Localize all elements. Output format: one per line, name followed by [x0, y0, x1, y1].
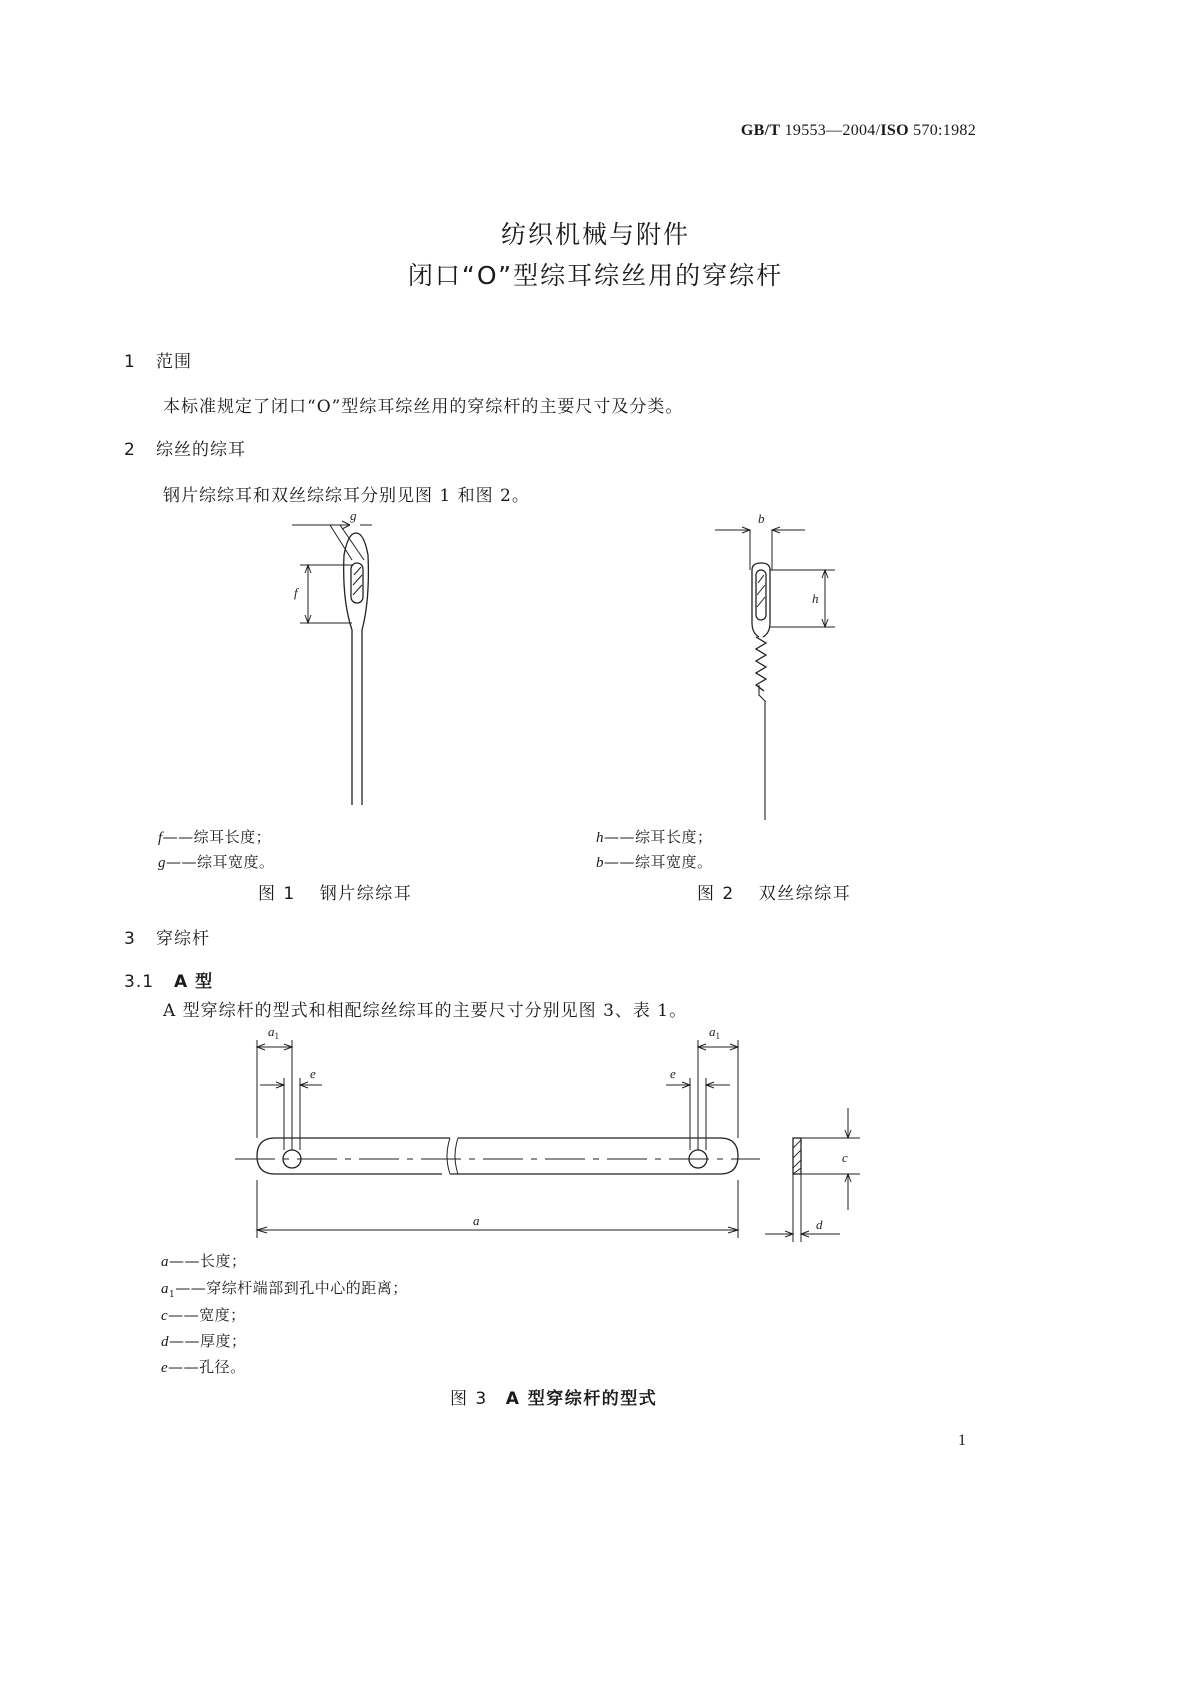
- section-2-body: 钢片综综耳和双丝综综耳分别见图 1 和图 2。: [163, 486, 530, 506]
- figure-3-legend-a1: $a_1——$穿综杆端部到孔中心的距离；: [161, 1279, 408, 1300]
- figure-1-caption: 图 1 钢片综综耳: [258, 884, 413, 904]
- figure-3-label-d: d: [816, 1217, 823, 1232]
- figure-1-drawing: [280, 505, 410, 810]
- figure-3-label-c: c: [842, 1150, 848, 1165]
- figure-3-caption: 图 3 A 型穿综杆的型式: [450, 1389, 658, 1409]
- figure-2-label-h: h: [812, 591, 819, 606]
- figure-3-legend-e: e——孔径。: [161, 1358, 246, 1376]
- section-2-heading: 2 综丝的综耳: [124, 440, 246, 460]
- page-number: 1: [958, 1432, 966, 1449]
- section-1-body: 本标准规定了闭口“O”型综耳综丝用的穿综杆的主要尺寸及分类。: [163, 397, 684, 417]
- figure-3-label-a: a: [473, 1213, 480, 1228]
- figure-3-label-a1-right: $a_1$: [709, 1024, 720, 1041]
- figure-2-legend-b: b——综耳宽度。: [596, 853, 713, 871]
- figure-3-drawing: [230, 1020, 870, 1250]
- figure-1-legend-f: f——综耳长度；: [158, 828, 272, 846]
- figure-2-drawing: [705, 505, 845, 825]
- document-title-line2: 闭口“O”型综耳综丝用的穿综杆: [407, 261, 784, 290]
- section-1-heading: 1 范围: [124, 352, 192, 372]
- figure-1-legend-g: g——综耳宽度。: [158, 853, 275, 871]
- figure-2-caption: 图 2 双丝综综耳: [697, 884, 852, 904]
- figure-3-legend-d: d——厚度；: [161, 1332, 247, 1350]
- figure-2-legend-h: h——综耳长度；: [596, 828, 713, 846]
- figure-1-label-g: g: [350, 508, 357, 523]
- section-3-heading: 3 穿综杆: [124, 929, 210, 949]
- figure-3-legend-c: c——宽度；: [161, 1306, 246, 1324]
- section-3-1-body: A 型穿综杆的型式和相配综丝综耳的主要尺寸分别见图 3、表 1。: [163, 1001, 688, 1021]
- figure-2-label-b: b: [758, 511, 765, 526]
- figure-1-label-f: f: [294, 585, 298, 600]
- document-title-line1: 纺织机械与附件: [500, 220, 690, 249]
- section-3-1-heading: 3.1 A 型: [124, 972, 214, 992]
- figure-3-label-e-left: e: [310, 1066, 316, 1081]
- figure-3-label-e-right: e: [670, 1066, 676, 1081]
- figure-3-legend-a: a——长度；: [161, 1252, 247, 1270]
- standard-code: GB/T 19553—2004/ISO 570:1982: [740, 122, 976, 139]
- figure-3-label-a1-left: $a_1$: [268, 1024, 279, 1041]
